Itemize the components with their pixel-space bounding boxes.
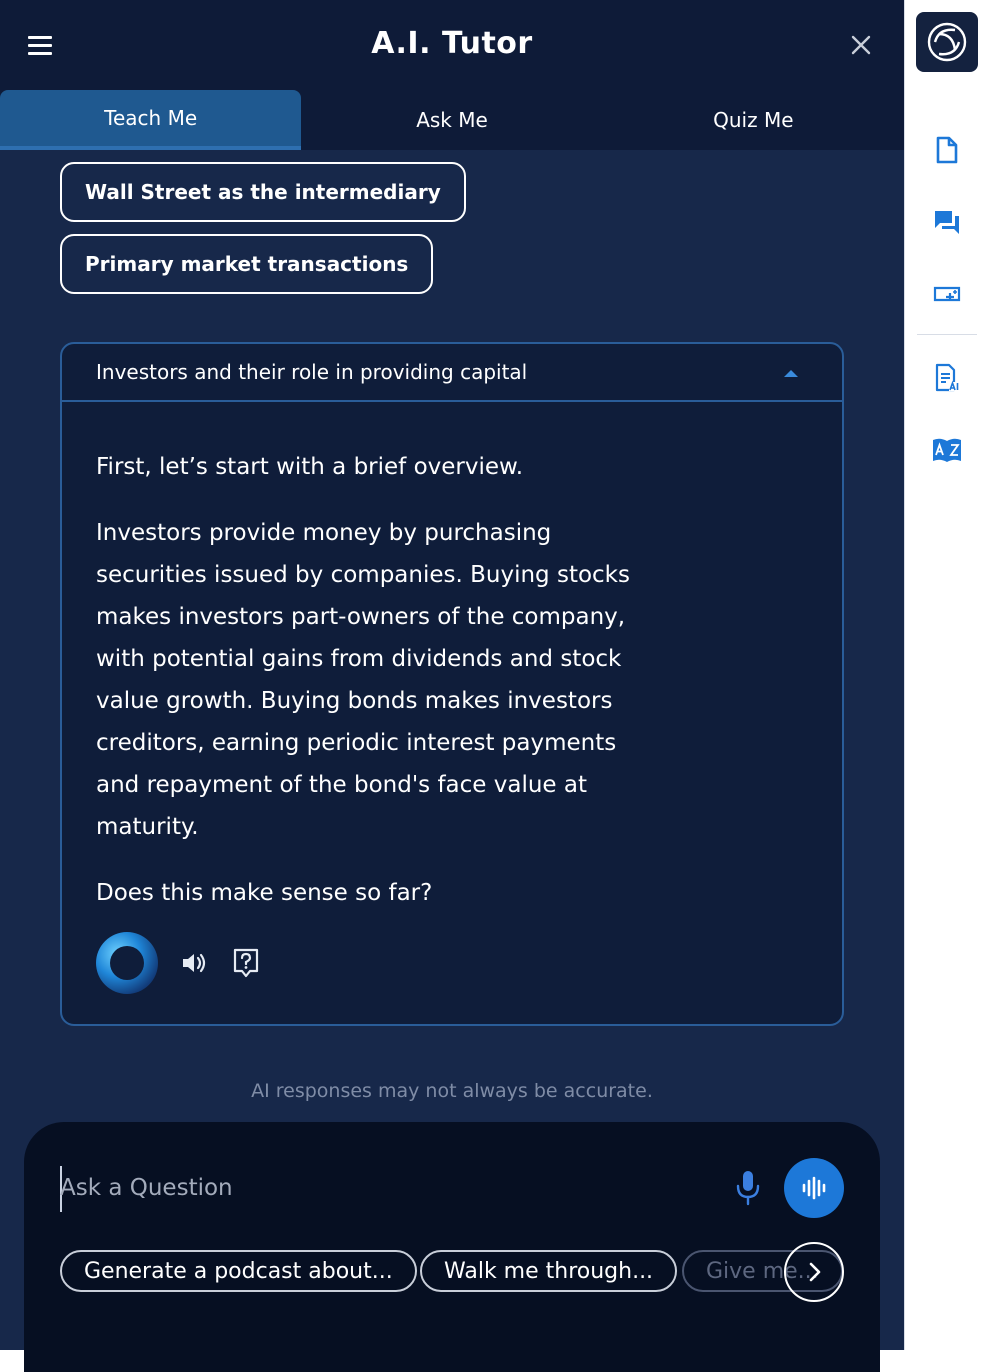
screen-ai-icon xyxy=(932,279,962,309)
topic-chip-wall-street[interactable]: Wall Street as the intermediary xyxy=(60,162,466,222)
rail-divider xyxy=(917,334,977,335)
chevron-right-icon xyxy=(801,1259,827,1285)
tab-teach-me[interactable]: Teach Me xyxy=(0,90,301,150)
app-logo-icon xyxy=(925,20,969,64)
tab-bar xyxy=(0,90,904,150)
explain-button[interactable] xyxy=(230,947,262,979)
lesson-paragraph: Does this make sense so far? xyxy=(96,880,433,906)
header xyxy=(0,0,904,150)
ask-question-input[interactable] xyxy=(60,1168,700,1208)
lesson-card xyxy=(60,342,844,1026)
rail-glossary-button[interactable] xyxy=(931,434,963,466)
rail-document-button[interactable] xyxy=(931,134,963,166)
waveform-icon xyxy=(799,1173,829,1203)
microphone-button[interactable] xyxy=(732,1168,764,1208)
read-aloud-button[interactable] xyxy=(178,947,210,979)
ai-notes-icon xyxy=(932,362,962,394)
lesson-card-header[interactable] xyxy=(62,344,842,402)
question-composer xyxy=(24,1122,880,1372)
chevron-up-icon xyxy=(784,370,798,377)
close-icon xyxy=(846,30,876,60)
glossary-icon xyxy=(931,435,963,465)
suggestion-give-me[interactable]: Give me... xyxy=(682,1250,843,1292)
tutor-avatar-icon xyxy=(96,932,158,994)
lesson-paragraph: First, let’s start with a brief overview. xyxy=(96,454,524,480)
ai-disclaimer: AI responses may not always be accurate. xyxy=(251,1080,653,1102)
app-logo-button[interactable] xyxy=(916,12,978,72)
speaker-icon xyxy=(179,948,209,978)
document-icon xyxy=(933,135,961,165)
lesson-actions xyxy=(96,932,262,994)
lesson-card-title: Investors and their role in providing capital xyxy=(96,360,528,384)
topic-chip-primary-market[interactable]: Primary market transactions xyxy=(60,234,433,294)
lesson-card-body xyxy=(62,402,842,914)
right-tool-rail xyxy=(904,0,988,1350)
page-title: A.I. Tutor xyxy=(371,26,533,61)
next-suggestions-button[interactable] xyxy=(784,1242,844,1302)
suggestion-podcast[interactable]: Generate a podcast about... xyxy=(60,1250,417,1292)
close-button[interactable] xyxy=(846,30,876,60)
tab-ask-me[interactable]: Ask Me xyxy=(416,108,488,132)
microphone-icon xyxy=(732,1168,764,1208)
suggestion-row xyxy=(60,1250,819,1294)
lesson-paragraph: Investors provide money by purchasing securities issued by companies. Buying stocks makes investors part-owners of the company, with potential gains from dividends and stock value growth. Buying bonds makes investors creditors, earning periodic interest payments and repayment of the bond's face value at maturity. xyxy=(96,520,630,840)
question-bubble-icon xyxy=(231,947,261,979)
rail-chat-button[interactable] xyxy=(931,206,963,238)
chat-icon xyxy=(932,207,962,237)
rail-screen-ai-button[interactable] xyxy=(931,278,963,310)
tab-quiz-me[interactable]: Quiz Me xyxy=(713,108,794,132)
voice-mode-button[interactable] xyxy=(784,1158,844,1218)
rail-ai-notes-button[interactable] xyxy=(931,362,963,394)
suggestion-walkthrough[interactable]: Walk me through... xyxy=(420,1250,677,1292)
